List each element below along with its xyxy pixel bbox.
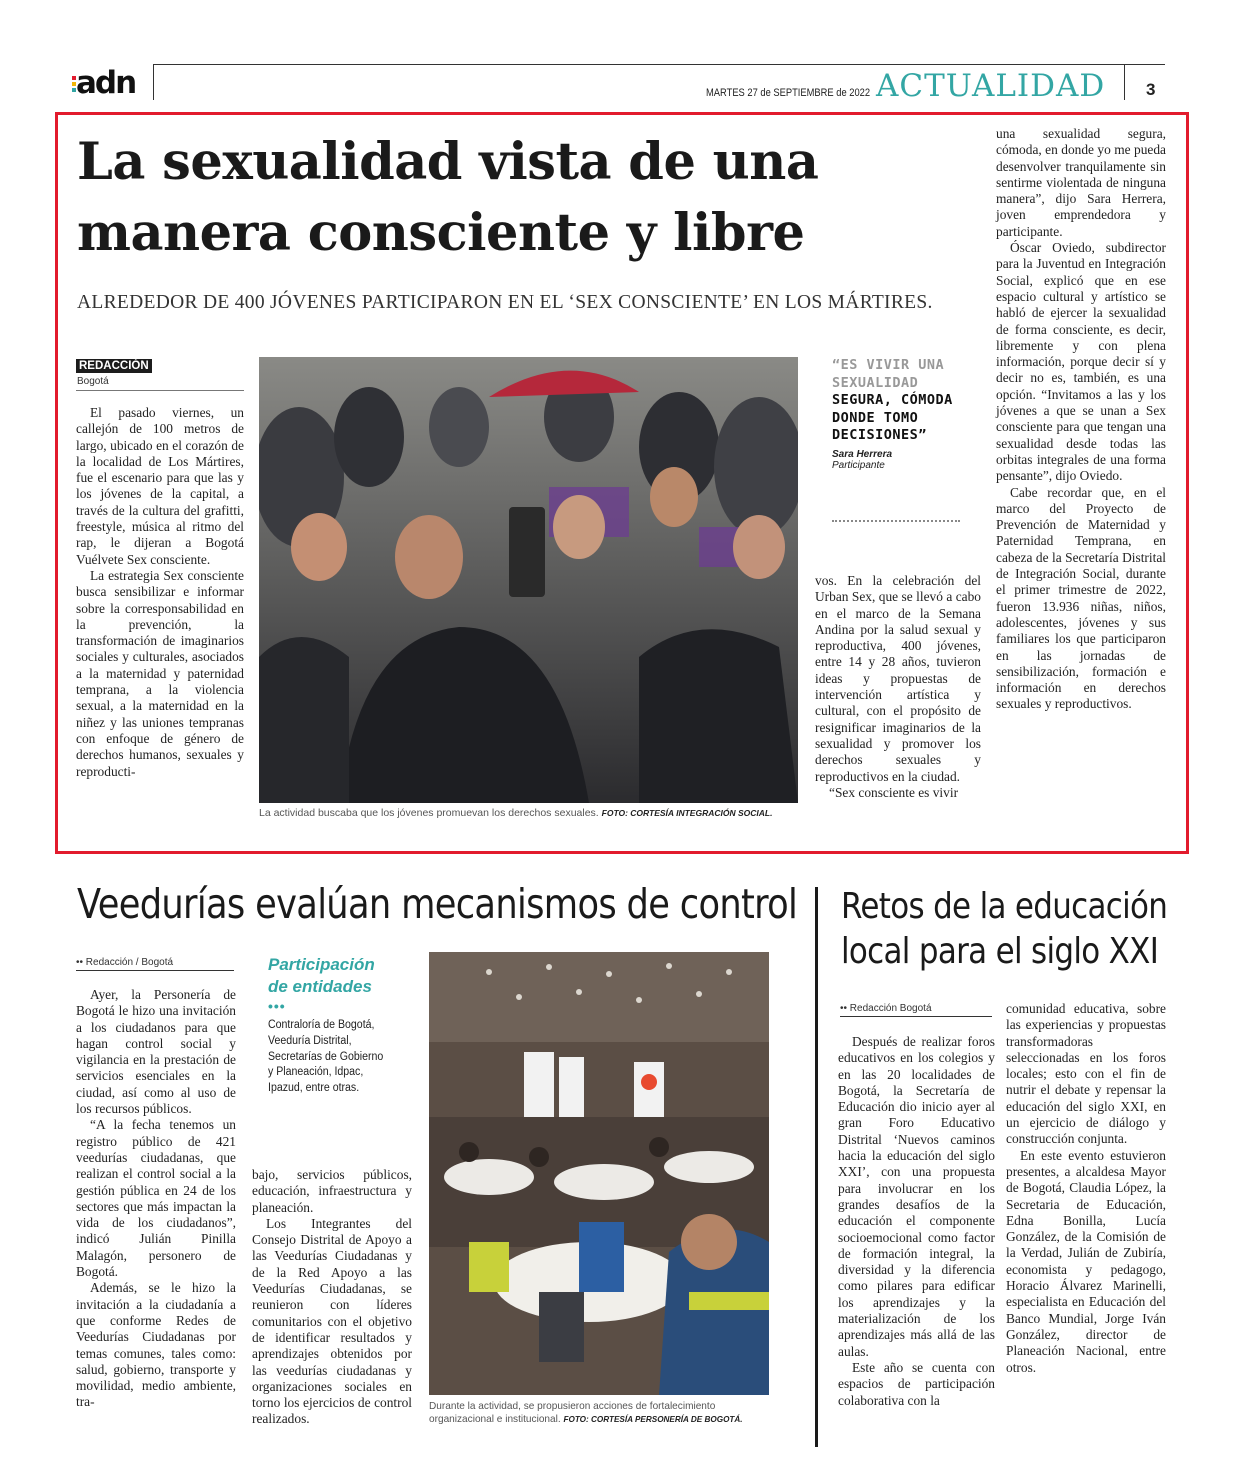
main-column-3: vos. En la celebración del Urban Sex, que se llevó a cabo en el marco de la Semana Andina por la salud sexual y reproductiva, 400 jóvenes, entre 14 y 28 años, tuvieron ideas y propuestas de intervención artística y cultural, con el propósito de resignificar imaginarios de la sexualidad y promover los derechos sexuales y reproductivos en la ciudad. “Sex consciente es vivir [815, 573, 981, 800]
main-column-4: una sexualidad segura, cómoda, en donde yo me pueda desenvolver tranquilamente sin sentirme violentada de ninguna manera”, dijo Sara Herrera, joven emprendedora y participante. Óscar Oviedo, subdirector para la Juventud en Integración Social, explicó que en ese espacio cultural y artístico se habló de ejercer la sexualidad de forma consciente, es decir, libremente y con plena información, porque decir sí y decir no es, también, es una opción. “Invitamos a las y los jóvenes a que se unan a Sex consciente para que tengan una sexualidad desde todas las orbitas integrales de una forma pensante”, dijo Oviedo. Cabe recordar que, en el marco del Proyecto de Prevención de Maternidad y Paternidad Temprana, en cabeza de la Secretaría Distrital de Integración Social, durante el primer trimestre de 2022, fueron 13.936 niñas, niños, adolescentes, jóvenes y sus familiares los que participaron en las jornadas de sensibilización, formación e información en derechos sexuales y reproductivos. [996, 126, 1166, 712]
sidebar-title: Participación de entidades [268, 955, 375, 996]
byline-rule [76, 390, 244, 391]
byline-tag: REDACCIÓN [76, 359, 152, 373]
retos-byline: •• Redacción Bogotá [840, 1003, 932, 1014]
main-subhead: ALREDEDOR DE 400 JÓVENES PARTICIPARON EN EL ‘SEX CONSCIENTE’ EN LOS MÁRTIRES. [77, 292, 933, 313]
retos-headline: Retos de la educación local para el siglo XXI [841, 886, 1168, 972]
header-rule [153, 64, 1165, 65]
pull-quote-rule [832, 520, 960, 522]
pull-quote: “ES VIVIR UNA SEXUALIDAD SEGURA, CÓMODA DONDE TOMO DECISIONES” Sara Herrera Participante [832, 357, 953, 471]
main-photo-caption: La actividad buscaba que los jóvenes promuevan los derechos sexuales. FOTO: CORTESÍA INTEGRACIÓN SOCIAL. [259, 807, 773, 819]
main-headline: La sexualidad vista de una manera consciente y libre [77, 132, 819, 263]
page-number: 3 [1146, 80, 1156, 99]
veedurias-photo [429, 952, 769, 1395]
main-column-1: El pasado viernes, un callejón de 100 metros de largo, ubicado en el corazón de la localidad de Los Mártires, fue el escenario para que las y los jóvenes de la capital, a través de la cultura del grafitti, freestyle, música al ritmo del rap, le dijeran a Bogotá Vuélvete Sex consciente. La estrategia Sex consciente busca sensibilizar e informar sobre la corresponsabilidad en la prevención, la transformación de imaginarios sociales y culturales, asociados a la maternidad y paternidad temprana, a la violencia sexual, a la maternidad en la niñez y las uniones tempranas con enfoque de género de derechos humanos, sexuales y reproducti- [76, 405, 244, 779]
veedurias-byline: •• Redacción / Bogotá [76, 957, 174, 968]
veedurias-byline-rule [76, 970, 234, 971]
section-title: ACTUALIDAD [876, 68, 1106, 104]
sidebar-text: Contraloría de Bogotá, Veeduría Distrital, Secretarías de Gobierno y Planeación, Idpac, Ipazud, entre otras. [268, 1019, 384, 1095]
veedurias-photo-caption: Durante la actividad, se propusieron acciones de fortalecimiento organizacional e institucional. FOTO: CORTESÍA PERSONERÍA DE BOGOTÁ. [429, 1400, 743, 1425]
meeting-photo-illustration [429, 952, 769, 1395]
retos-byline-rule [840, 1016, 992, 1017]
crowd-photo-illustration [259, 357, 798, 803]
byline-location: Bogotá [77, 376, 109, 387]
header-divider [153, 64, 154, 100]
veedurias-column-1: Ayer, la Personería de Bogotá le hizo una invitación a los ciudadanos para que hagan control social y vigilancia en la prestación de servicios esenciales en la ciudad, así como al uso de los recursos públicos. “A la fecha tenemos un registro público de 421 veedurías ciudadanas, que realizan el control social a la gestión pública en 24 de los sectores que más impactan la vida de los ciudadanos”, indicó Julián Pinilla Malagón, personero de Bogotá. Además, se le hizo la invitación a la ciudadanía a que conforme Redes de Veedurías Ciudadanas por temas comunes, tales como: salud, gobierno, transporte y movilidad, medio ambiente, tra- [76, 987, 236, 1410]
adn-logo: adn [76, 66, 135, 100]
column-separator [815, 887, 818, 1447]
retos-column-2: comunidad educativa, sobre las experiencias y propuestas transformadoras seleccionadas en los foros locales; esto con el fin de nutrir el debate y repensar la educación del siglo XXI, en un ejercicio de diálogo y construcción conjunta. En este evento estuvieron presentes, a alcaldesa Mayor de Bogotá, Claudia López, la Secretaria de Educación, Edna Bonilla, Lucía González, de la Comisión de la Verdad, Julián de Zubiría, economista y pedagogo, Horacio Álvarez Marinelli, especialista en Educación del Banco Mundial, Jorge Iván González, director de Planeación Nacional, entre otros. [1006, 1001, 1166, 1375]
retos-column-1: Después de realizar foros educativos en los colegios y en las 20 localidades de Bogotá, la Secretaría de Educación dio inicio ayer al gran Foro Educativo Distrital ‘Nuevos caminos hacia la educación del siglo XXI’, con una propuesta para involucrar en los grandes desafíos de la educación el componente socioemocional como factor de formación integral, la diversidad y la diferencia como pilares para edificar los aprendizajes y la materialización de los aprendizajes más allá de las aulas. Este año se cuenta con espacios de participación colaborativa con la [838, 1034, 995, 1408]
veedurias-column-2: bajo, servicios públicos, educación, infraestructura y planeación. Los Integrantes del Consejo Distrital de Apoyo a las Veedurías Ciudadanas y de la Red Apoyo a las Veedurías Ciudadanas, se reunieron con líderes comunitarios con el objetivo de identificar resultados y aprendizajes obtenidos por las veedurías ciudadanas y organizaciones sociales en torno los ejercicios de control realizados. [252, 1167, 412, 1427]
issue-date: MARTES 27 de SEPTIEMBRE de 2022 [706, 87, 871, 99]
main-photo [259, 357, 798, 803]
logo-color-bars [72, 76, 76, 94]
sidebar-dots: ••• [268, 998, 286, 1014]
header-divider-2 [1124, 64, 1125, 100]
veedurias-headline: Veedurías evalúan mecanismos de control [77, 880, 798, 928]
